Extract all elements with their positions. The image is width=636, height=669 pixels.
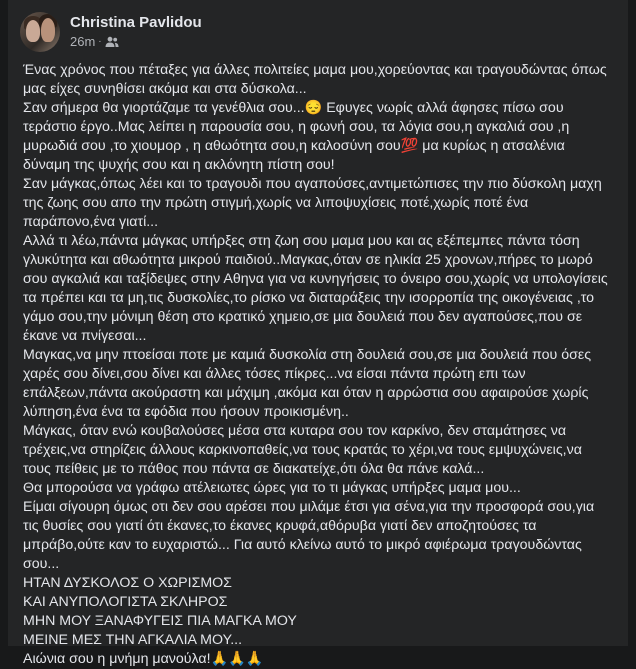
friends-icon	[105, 36, 119, 48]
post-header	[20, 12, 580, 52]
post-line: Ένας χρόνος που πέταξες για άλλες πολιτείες μαμα μου,χορεύοντας και τραγουδώντας όπως μας είχες συνηθίσει ακόμα και στα δύσκολα...	[23, 62, 611, 97]
post-meta	[70, 34, 119, 49]
post-line: Μάγκας, όταν ενώ κουβαλούσες μέσα στα κυταρα σου τον καρκίνο, δεν σταμάτησες να τρέχεις,να στηρίζεις άλλους καρκινοπαθείς,να τους κρατάς το χέρι,να τους εμψυχώνεις,να τους πείθεις με το πάθος που πάντα σε διακατείχε,ότι όλα θα πάνε καλά...	[23, 423, 586, 477]
post-line: ΜΗΝ ΜΟΥ ΞΑΝΑΦΥΓΕΙΣ ΠΙΑ ΜΑΓΚΑ ΜΟΥ	[23, 613, 297, 629]
post-line: Σαν μάγκας,όπως λέει και το τραγουδι που αγαπούσες,αντιμετώπισες την πιο δύσκολη μαχη της ζωης σου απο την πρώτη στιγμή,χωρίς να λιποψυχίσεις ποτέ,χωρίς ποτέ ένα παράπονο,ένα γιατί...	[23, 176, 606, 230]
post-line: Αιώνια σου η μνήμη μανούλα!🙏🙏🙏	[23, 651, 264, 667]
post-time[interactable]: 26m	[70, 34, 96, 49]
post-text	[23, 61, 613, 669]
post-line: ΚΑΙ ΑΝΥΠΟΛΟΓΙΣΤΑ ΣΚΛΗΡΟΣ	[23, 594, 228, 610]
post-line: Είμαι σίγουρη όμως οτι δεν σου αρέσει που μιλάμε έτσι για σένα,για την προσφορά σου,για τις θυσίες σου γιατί ότι έκανες,το έκανες κρυφά,αθόρυβα γιατί δεν αποζητούσες τα μπράβο,ούτε καν το ευχαριστώ... Για αυτό κλείνω αυτό το μικρό αφιέρωμα τραγουδώντας σου...	[23, 499, 599, 572]
post-line: Αλλά τι λέω,πάντα μάγκας υπήρξες στη ζωη σου μαμα μου και ας εξέπεμπες πάντα τόση γλυκύτητα και αθωότητα μικρού παιδιού..Μαγκας,όταν σε ηλικία 25 χρονων,πήρες το μωρό σου αγκαλιά και ταξίδεψες στην Αθηνα για να κυνηγήσεις το όνειρο σου,χωρίς να υπολογίσεις τα πρέπει και τα μη,τις δυσκολίες,το ρίσκο να διαταράξεις την ισορροπία της οικογένειας ,το γάμο σου,την μόνιμη θέση στο κρατικό χημειο,σε μια δουλειά που δεν αγαπούσες,που σε έκανε να πνίγεσαι...	[23, 233, 612, 344]
post-line: ΜΕΙΝΕ ΜΕΣ ΤΗΝ ΑΓΚΑΛΙΑ ΜΟΥ...	[23, 632, 243, 648]
avatar[interactable]	[20, 12, 60, 52]
post-line: Σαν σήμερα θα γιορτάζαμε τα γενέθλια σου...😔 Εφυγες νωρίς αλλά άφησες πίσω σου τεράστιο έργο..Μας λείπει η παρουσία σου, η φωνή σου, τα λόγια σου,η αγκαλιά σου ,η μυρωδιά σου ,το χιουμορ , η αθωότητα σου,η καλοσύνη σου💯 μα κυρίως η ατσαλένια δύναμη της ψυχής σου και η ακλόνητη πίστη σου!	[23, 100, 574, 173]
post-card	[8, 0, 628, 667]
author-name[interactable]: Christina Pavlidou	[70, 14, 202, 31]
post-line: Θα μπορούσα να γράφω ατέλειωτες ώρες για το τι μάγκας υπήρξες μαμα μου...	[23, 480, 521, 496]
post-line: Μαγκας,να μην πτοείσαι ποτε με καμιά δυσκολία στη δουλειά σου,σε μια δουλειά που όσες χαρές σου δίνει,σου δίνει και άλλες τόσες πίκρες...να είσαι πάντα πρώτη επι των επάλξεων,πάντα ακούραστη και μάχιμη ,ακόμα και όταν η αρρώστια σου αφαιρούσε χωρίς λύπηση,ένα ένα τα εφόδια που ήσουν προικισμένη..	[23, 347, 595, 420]
meta-separator: ·	[98, 36, 102, 47]
post-line: ΗΤΑΝ ΔΥΣΚΟΛΟΣ Ο ΧΩΡΙΣΜΟΣ	[23, 575, 232, 591]
